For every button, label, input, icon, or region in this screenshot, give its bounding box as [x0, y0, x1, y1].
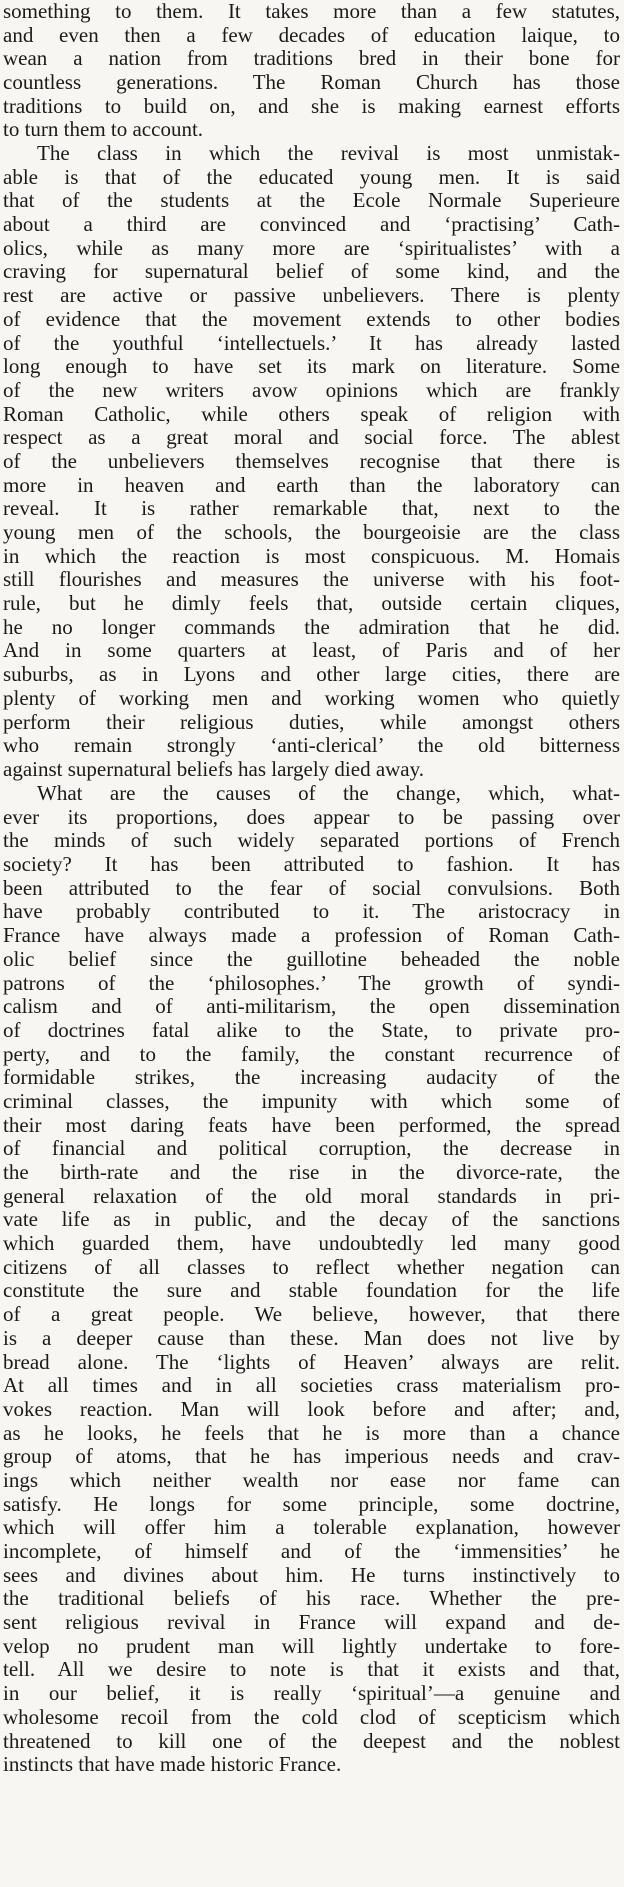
paragraph-1 — [3, 0, 620, 142]
text-line: olic belief since the guillotine beheaded the noble — [3, 947, 620, 971]
text-line: which will offer him a tolerable explanation, however — [3, 1516, 620, 1540]
text-line: of evidence that the movement extends to other bodies — [3, 307, 620, 331]
text-line: instincts that have made historic France. — [3, 1753, 342, 1777]
text-line: in which the reaction is most conspicuous. M. Homais — [3, 544, 620, 568]
text-line: able is that of the educated young men. It is said — [3, 165, 620, 189]
text-line: At all times and in all societies crass materialism pro- — [3, 1374, 620, 1398]
text-line: satisfy. He longs for some principle, some doctrine, — [3, 1492, 620, 1516]
text-line: been attributed to the fear of social convulsions. Both — [3, 876, 620, 900]
text-line: group of atoms, that he has imperious needs and crav- — [3, 1445, 620, 1469]
text-line: that of the students at the Ecole Normale Superieure — [3, 189, 620, 213]
text-line: ever its proportions, does appear to be passing over — [3, 805, 620, 829]
text-line: patrons of the ‘philosophes.’ The growth of syndi- — [3, 971, 620, 995]
text-line: of financial and political corruption, the decrease in — [3, 1137, 620, 1161]
text-line: of the new writers avow opinions which are frankly — [3, 378, 620, 402]
text-line: society? It has been attributed to fashion. It has — [3, 853, 620, 877]
text-line: tell. All we desire to note is that it exists and that, — [3, 1658, 620, 1682]
text-line: vokes reaction. Man will look before and after; and, — [3, 1397, 620, 1421]
text-line: of the youthful ‘intellectuels.’ It has already lasted — [3, 331, 620, 355]
text-line: And in some quarters at least, of Paris and of her — [3, 639, 620, 663]
text-line: young men of the schools, the bourgeoisie are the class — [3, 521, 620, 544]
text-line: criminal classes, the impunity with which some of — [3, 1089, 620, 1113]
text-line: wean a nation from traditions bred in their bone for — [3, 47, 620, 71]
paragraph-2 — [3, 142, 620, 782]
paragraph-3 — [3, 782, 620, 1777]
text-line: plenty of working men and working women who quietly — [3, 686, 620, 710]
text-line: suburbs, as in Lyons and other large cities, there are — [3, 663, 620, 687]
text-line: of a great people. We believe, however, that there — [3, 1303, 620, 1327]
text-line: is a deeper cause than these. Man does not live by — [3, 1326, 620, 1350]
text-line: who remain strongly ‘anti-clerical’ the old bitterness — [3, 734, 620, 758]
text-line: to turn them to account. — [3, 118, 204, 142]
text-line: more in heaven and earth than the laboratory can — [3, 473, 620, 497]
text-line: citizens of all classes to reflect whether negation can — [3, 1255, 620, 1279]
text-line: threatened to kill one of the deepest and the noblest — [3, 1729, 620, 1753]
text-line: perty, and to the family, the constant recurrence of — [3, 1042, 620, 1066]
text-line: olics, while as many more are ‘spiritualistes’ with a — [3, 236, 620, 260]
text-line: velop no prudent man will lightly undertake to fore- — [3, 1634, 620, 1658]
text-line: sees and divines about him. He turns instinctively to — [3, 1563, 620, 1587]
text-line: reveal. It is rather remarkable that, next to the — [3, 497, 620, 521]
text-line: in our belief, it is really ‘spiritual’—a genuine and — [3, 1682, 620, 1706]
text-line: general relaxation of the old moral standards in pri- — [3, 1184, 620, 1208]
text-line: about a third are convinced and ‘practising’ Cath- — [3, 213, 620, 237]
text-line: craving for supernatural belief of some kind, and the — [3, 260, 620, 284]
text-line: respect as a great moral and social force. The ablest — [3, 426, 620, 450]
text-line: perform their religious duties, while amongst others — [3, 710, 620, 734]
text-line: incomplete, of himself and of the ‘immensities’ he — [3, 1540, 620, 1563]
text-line: constitute the sure and stable foundation for the life — [3, 1279, 620, 1303]
text-line: which guarded them, have undoubtedly led many good — [3, 1232, 620, 1256]
text-line: the traditional beliefs of his race. Whether the pre- — [3, 1587, 620, 1611]
text-line: vate life as in public, and the decay of the sanctions — [3, 1208, 620, 1232]
text-line: against supernatural beliefs has largely died away. — [3, 757, 425, 781]
text-line: The class in which the revival is most unmistak- — [37, 142, 620, 165]
text-line: of doctrines fatal alike to the State, to private pro- — [3, 1018, 620, 1042]
text-line: calism and of anti-militarism, the open dissemination — [3, 995, 620, 1019]
text-line: of the unbelievers themselves recognise that there is — [3, 449, 620, 473]
text-line: and even then a few decades of education laique, to — [3, 23, 620, 47]
text-line: ings which neither wealth nor ease nor fame can — [3, 1468, 620, 1492]
text-line: the birth-rate and the rise in the divorce-rate, the — [3, 1161, 620, 1184]
text-line: What are the causes of the change, which, what- — [37, 782, 620, 805]
text-line: formidable strikes, the increasing audacity of the — [3, 1066, 620, 1090]
text-line: wholesome recoil from the cold clod of scepticism which — [3, 1705, 620, 1729]
text-line: have probably contributed to it. The aristocracy in — [3, 900, 620, 924]
text-line: sent religious revival in France will expand and de- — [3, 1611, 620, 1635]
text-line: bread alone. The ‘lights of Heaven’ always are relit. — [3, 1350, 620, 1374]
text-line: long enough to have set its mark on literature. Some — [3, 355, 620, 379]
text-line: the minds of such widely separated portions of French — [3, 829, 620, 853]
text-line: traditions to build on, and she is making earnest efforts — [3, 94, 620, 118]
text-line: rest are active or passive unbelievers. There is plenty — [3, 284, 620, 308]
text-line: their most daring feats have been performed, the spread — [3, 1113, 620, 1137]
text-line: countless generations. The Roman Church has those — [3, 71, 620, 95]
text-line: rule, but he dimly feels that, outside certain cliques, — [3, 592, 620, 616]
text-line: France have always made a profession of Roman Cath- — [3, 924, 620, 948]
text-line: he no longer commands the admiration that he did. — [3, 615, 620, 639]
text-line: as he looks, he feels that he is more than a chance — [3, 1421, 620, 1445]
text-line: still flourishes and measures the universe with his foot- — [3, 568, 620, 592]
text-line: something to them. It takes more than a few statutes, — [3, 0, 620, 23]
text-line: Roman Catholic, while others speak of religion with — [3, 402, 620, 426]
